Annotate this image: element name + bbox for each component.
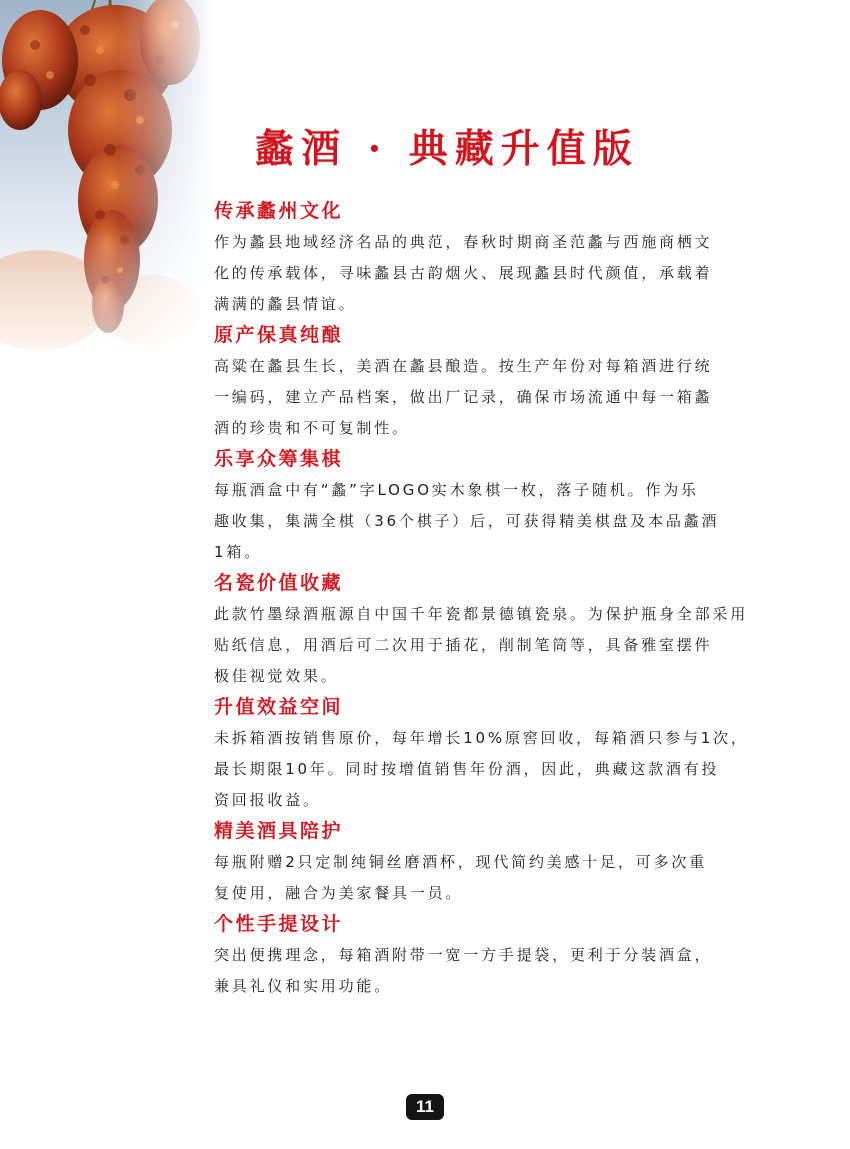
body-line: 资回报收益。 <box>214 791 321 809</box>
page-number-badge: 11 <box>406 1094 444 1120</box>
section-body <box>214 599 749 692</box>
body-line: 兼具礼仪和实用功能。 <box>214 977 393 995</box>
section-heading: 名瓷价值收藏 <box>214 572 344 594</box>
body-line: 突出便携理念，每箱酒附带一宽一方手提袋，更利于分装酒盒， <box>214 946 713 964</box>
section-body <box>214 723 749 816</box>
page-title: 蠡酒 · 典藏升值版 <box>255 126 639 172</box>
body-line: 1箱。 <box>214 543 262 561</box>
body-line: 未拆箱酒按销售原价，每年增长10%原窖回收，每箱酒只参与1次， <box>214 729 749 747</box>
feature-section <box>214 816 707 909</box>
sorghum-image <box>0 0 215 380</box>
body-line: 极佳视觉效果。 <box>214 667 339 685</box>
body-line: 此款竹墨绿酒瓶源自中国千年瓷都景德镇瓷泉。为保护瓶身全部采用 <box>214 605 749 623</box>
feature-list <box>214 196 749 1002</box>
body-line: 高粱在蠡县生长，美酒在蠡县酿造。按生产年份对每箱酒进行统 <box>214 357 713 375</box>
section-heading: 精美酒具陪护 <box>214 820 344 842</box>
body-line: 趣收集，集满全棋（36个棋子）后，可获得精美棋盘及本品蠡酒 <box>214 512 720 530</box>
section-body <box>214 940 713 1002</box>
body-line: 贴纸信息，用酒后可二次用于插花，削制笔筒等，具备雅室摆件 <box>214 636 713 654</box>
body-line: 酒的珍贵和不可复制性。 <box>214 419 410 437</box>
feature-section <box>214 320 713 444</box>
feature-section <box>214 568 749 692</box>
body-line: 每瓶附赠2只定制纯铜丝磨酒杯，现代简约美感十足，可多次重 <box>214 853 707 871</box>
feature-section <box>214 444 720 568</box>
section-heading: 原产保真纯酿 <box>214 324 344 346</box>
body-line: 最长期限10年。同时按增值销售年份酒，因此，典藏这款酒有投 <box>214 760 720 778</box>
body-line: 满满的蠡县情谊。 <box>214 295 357 313</box>
section-body <box>214 475 720 568</box>
feature-section <box>214 909 713 1002</box>
body-line: 化的传承载体，寻味蠡县古韵烟火、展现蠡县时代颜值，承载着 <box>214 264 713 282</box>
feature-section <box>214 196 713 320</box>
section-heading: 升值效益空间 <box>214 696 344 718</box>
section-heading: 个性手提设计 <box>214 913 344 935</box>
section-heading: 乐享众筹集棋 <box>214 448 344 470</box>
body-line: 一编码，建立产品档案，做出厂记录，确保市场流通中每一箱蠡 <box>214 388 713 406</box>
body-line: 作为蠡县地域经济名品的典范，春秋时期商圣范蠡与西施商栖文 <box>214 233 713 251</box>
section-body <box>214 847 707 909</box>
section-body <box>214 227 713 320</box>
body-line: 每瓶酒盒中有“蠡”字LOGO实木象棋一枚，落子随机。作为乐 <box>214 481 699 499</box>
feature-section <box>214 692 749 816</box>
body-line: 复使用，融合为美家餐具一员。 <box>214 884 464 902</box>
section-heading: 传承蠡州文化 <box>214 200 344 222</box>
section-body <box>214 351 713 444</box>
